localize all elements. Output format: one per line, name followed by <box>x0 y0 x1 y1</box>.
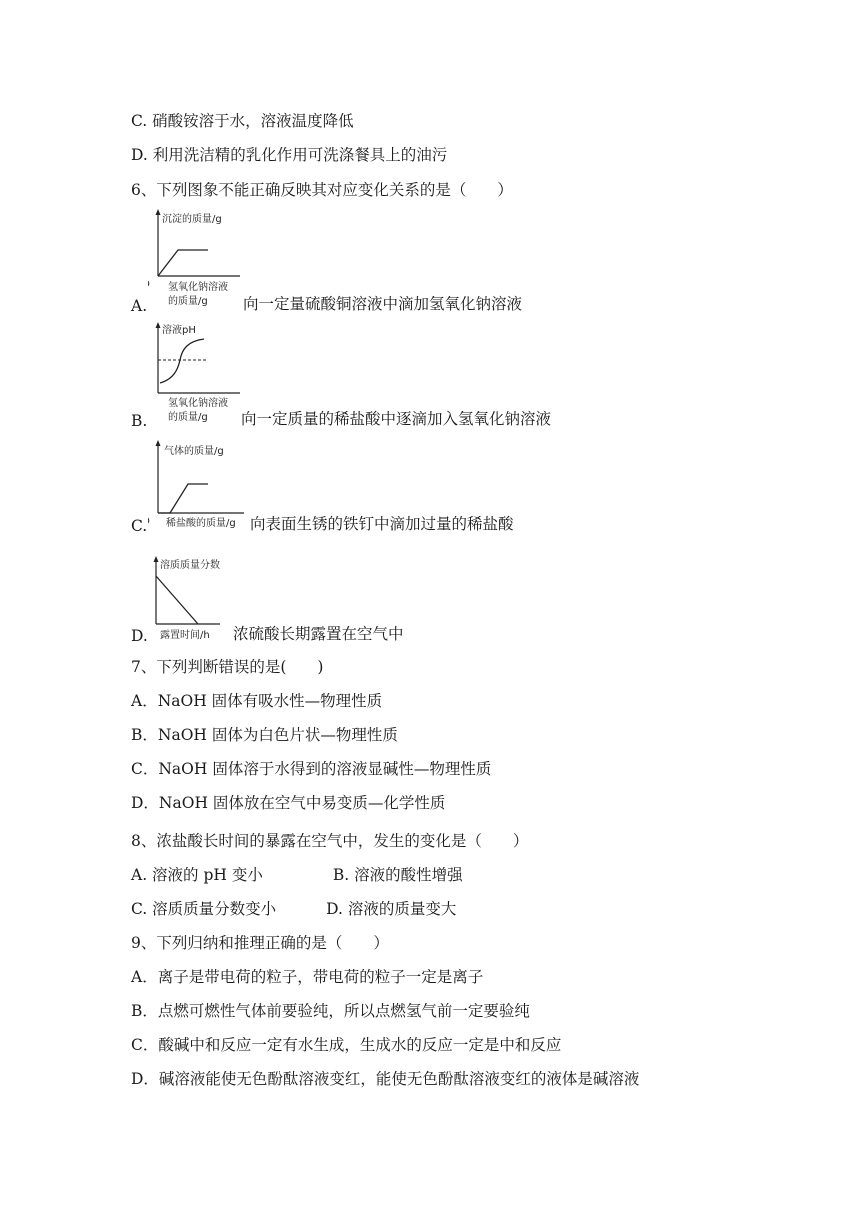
graph-a-xlabel1: 氢氧化钠溶液 <box>168 282 228 293</box>
q6-graph-c <box>148 438 252 530</box>
q9-option-c: C．酸碱中和反应一定有水生成，生成水的反应一定是中和反应 <box>131 1036 562 1054</box>
q6-option-b-letter: B. <box>131 412 148 430</box>
graph-a-xlabel2: 的质量/g <box>168 296 208 307</box>
q9-stem: 9、下列归纳和推理正确的是（ ） <box>131 934 389 952</box>
q8-options-row-2 <box>131 899 456 919</box>
q6-option-d-text: 浓硫酸长期露置在空气中 <box>233 625 404 643</box>
q9-option-d: D．碱溶液能使无色酚酞溶液变红，能使无色酚酞溶液变红的液体是碱溶液 <box>131 1070 640 1088</box>
q8-option-c: C. 溶质质量分数变小 <box>131 900 277 918</box>
q7-option-a: A．NaOH 固体有吸水性—物理性质 <box>131 692 383 710</box>
q6-option-a-letter: A. <box>131 297 148 315</box>
q6-option-c-letter: C. <box>131 517 148 535</box>
graph-c-xlabel1: 稀盐酸的质量/g <box>166 518 236 529</box>
q7-option-b: B．NaOH 固体为白色片状—物理性质 <box>131 726 398 744</box>
graph-b-ylabel: 溶液pH <box>162 325 196 336</box>
graph-d-xlabel1: 露置时间/h <box>160 630 210 641</box>
q9-option-a: A．离子是带电荷的粒子，带电荷的粒子一定是离子 <box>131 968 484 986</box>
q5-option-d: D. 利用洗洁精的乳化作用可洗涤餐具上的油污 <box>131 146 448 164</box>
q6-graph-b <box>148 321 248 425</box>
graph-a-origin <box>148 279 150 290</box>
q8-option-b: B. 溶液的酸性增强 <box>332 866 463 884</box>
q6-graph-d <box>148 552 238 644</box>
graph-c-origin <box>148 516 150 527</box>
graph-d-ylabel: 溶质质量分数 <box>160 560 220 571</box>
q8-options-row-1 <box>131 865 463 885</box>
q8-option-a: A. 溶液的 pH 变小 <box>131 866 263 884</box>
q6-option-c-text: 向表面生锈的铁钉中滴加过量的稀盐酸 <box>250 515 514 533</box>
q5-option-c: C. 硝酸铵溶于水，溶液温度降低 <box>131 112 354 130</box>
q6-option-a-text: 向一定量硫酸铜溶液中滴加氢氧化钠溶液 <box>243 295 523 313</box>
q8-stem: 8、浓盐酸长时间的暴露在空气中，发生的变化是（ ） <box>131 832 529 850</box>
q6-graph-a <box>148 208 248 312</box>
q6-stem: 6、下列图象不能正确反映其对应变化关系的是（ ） <box>131 181 513 199</box>
graph-b-xlabel2: 的质量/g <box>168 412 208 423</box>
q8-option-d: D. 溶液的质量变大 <box>326 900 457 918</box>
q6-option-d-letter: D. <box>131 627 148 645</box>
graph-c-ylabel: 气体的质量/g <box>164 446 224 457</box>
graph-b-xlabel1: 氢氧化钠溶液 <box>168 398 228 409</box>
q7-stem: 7、下列判断错误的是( ) <box>131 658 324 676</box>
q6-option-b-text: 向一定质量的稀盐酸中逐滴加入氢氧化钠溶液 <box>241 410 552 428</box>
q7-option-d: D．NaOH 固体放在空气中易变质—化学性质 <box>131 794 446 812</box>
q9-option-b: B．点燃可燃性气体前要验纯，所以点燃氢气前一定要验纯 <box>131 1002 530 1020</box>
graph-a-ylabel: 沉淀的质量/g <box>162 214 222 225</box>
q7-option-c: C．NaOH 固体溶于水得到的溶液显碱性—物理性质 <box>131 760 492 778</box>
